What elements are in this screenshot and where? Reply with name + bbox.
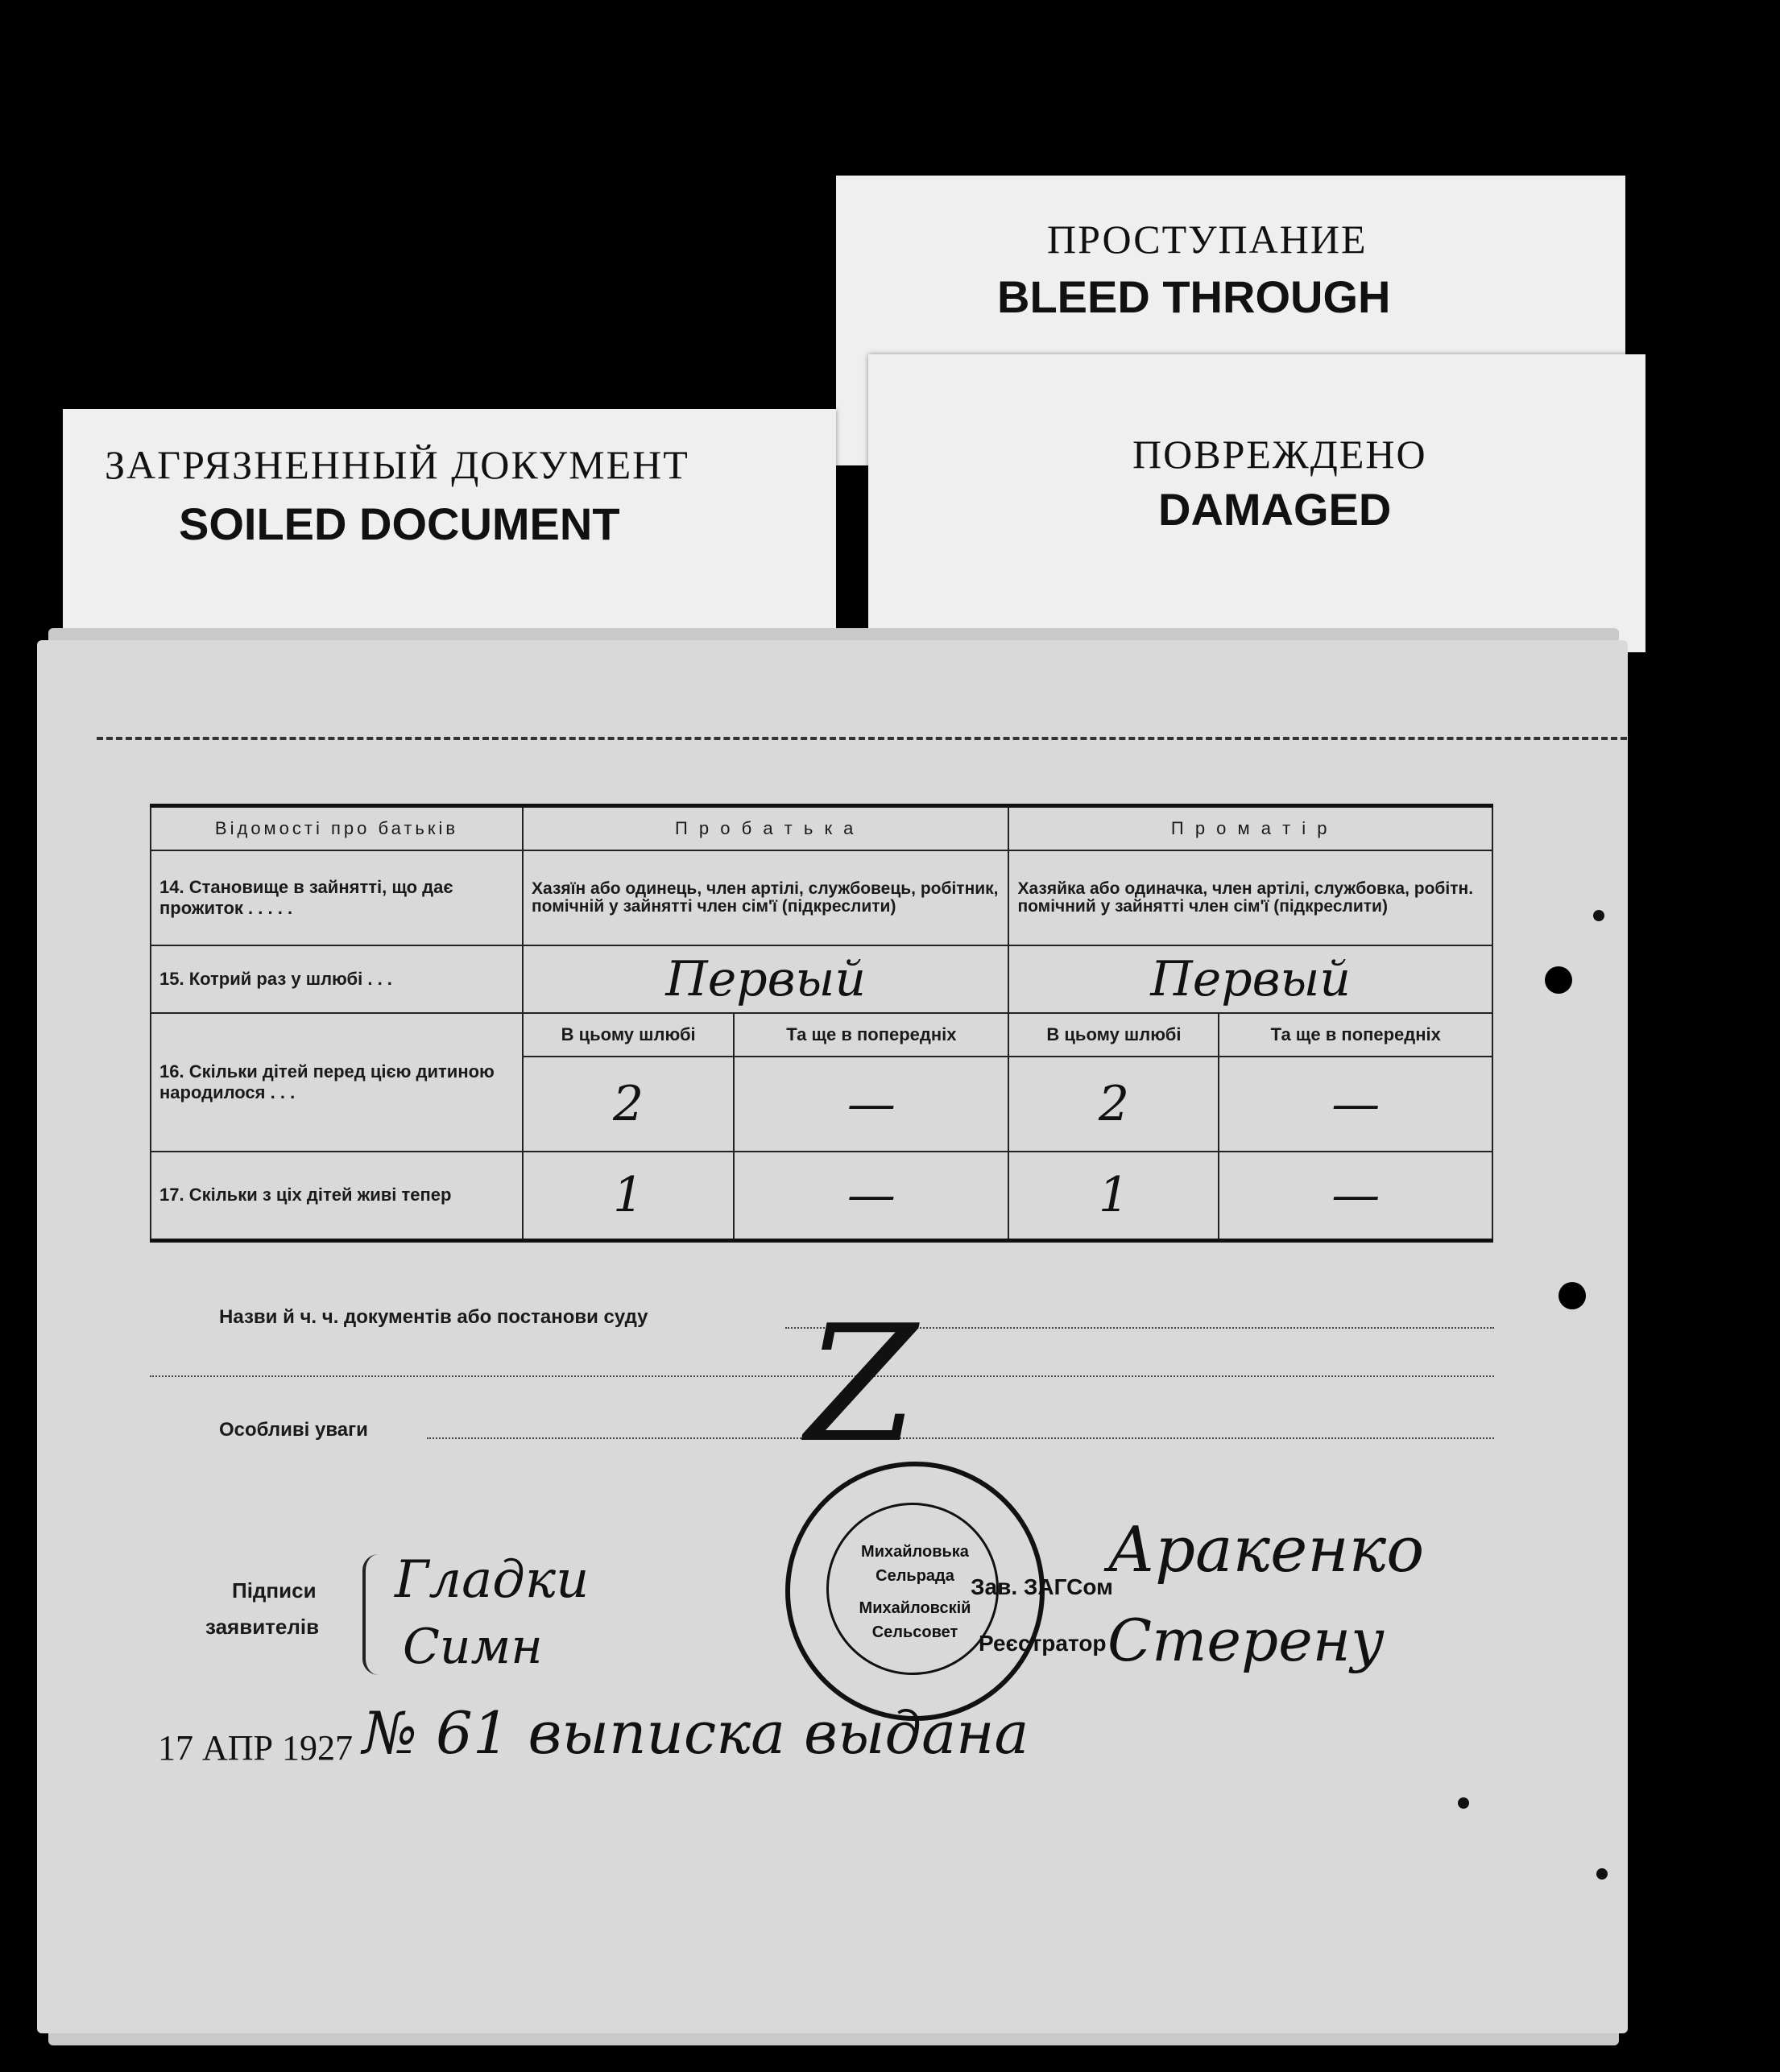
- stamp-line-4: Сельсовет: [871, 1623, 958, 1641]
- z-mark: Z: [805, 1291, 917, 1479]
- row14-mother: Хазяйка або одиначка, член артілі, службовка, робітн. помічний у зайнятті член сім'ї (підкреслити): [1008, 850, 1492, 945]
- subheader-d: Та ще в попередніх: [1219, 1013, 1492, 1057]
- dot-2: [1458, 1797, 1469, 1809]
- header-col1: Відомості про батьків: [151, 806, 523, 851]
- punch-hole-1: [1545, 966, 1572, 994]
- subheader-a: В цьому шлюбі: [523, 1013, 734, 1057]
- header-col3: П р о м а т і р: [1008, 806, 1492, 851]
- special-label: Особливі уваги: [219, 1419, 368, 1441]
- row17-value-3: 1: [1008, 1152, 1219, 1240]
- soiled-document-card: [63, 409, 836, 651]
- row14-father: Хазяїн або одинець, член артілі, службовець, робітник, помічній у зайнятті член сім'ї (підкреслити): [523, 850, 1008, 945]
- row16-value-1: 2: [523, 1057, 734, 1152]
- signatures-bracket: [362, 1554, 380, 1675]
- row16-value-4: —: [1219, 1057, 1492, 1152]
- row16-label: 16. Скільки дітей перед цією дитиною народилося . . .: [151, 1013, 523, 1152]
- date-stamp: 17 АПР 1927: [158, 1728, 354, 1768]
- damaged-ru-label: ПОВРЕЖДЕНО: [1132, 432, 1427, 477]
- parents-table: [150, 804, 1493, 1243]
- signature-2: Симн: [403, 1619, 543, 1675]
- signature-1: Гладки: [395, 1550, 590, 1610]
- subheader-c: В цьому шлюбі: [1008, 1013, 1219, 1057]
- head-signature: Аракенко: [1107, 1514, 1425, 1586]
- dot-3: [1596, 1868, 1608, 1880]
- damaged-card: [868, 354, 1645, 652]
- soiled-ru-label: ЗАГРЯЗНЕННЫЙ ДОКУМЕНТ: [105, 442, 689, 487]
- row15-label: 15. Котрий раз у шлюбі . . .: [151, 945, 523, 1013]
- stamp-line-2: Сельрада: [876, 1567, 954, 1585]
- head-label: Зав. ЗАГСом: [971, 1574, 1113, 1599]
- stamp-line-1: Михайловька: [861, 1543, 969, 1561]
- row17-label: 17. Скільки з ціх дітей живі тепер: [151, 1152, 523, 1240]
- bleed-ru-label: ПРОСТУПАНИЕ: [1047, 217, 1368, 262]
- dot-1: [1593, 910, 1604, 921]
- soiled-en-label: SOILED DOCUMENT: [179, 498, 620, 549]
- row16-value-3: 2: [1008, 1057, 1219, 1152]
- perforation-line: [97, 737, 1627, 740]
- issue-note: № 61 выписка выдана: [362, 1699, 1029, 1767]
- row16-value-2: —: [734, 1057, 1008, 1152]
- stamp-line-3: Михайловскій: [859, 1599, 971, 1617]
- signatures-label-1: Підписи: [232, 1578, 317, 1603]
- subheader-b: Та ще в попередніх: [734, 1013, 1008, 1057]
- registrar-signature: Стерену: [1107, 1607, 1385, 1674]
- row14-label: 14. Становище в зайнятті, що дає прожиток . . . . .: [151, 850, 523, 945]
- row17-value-1: 1: [523, 1152, 734, 1240]
- row15-father: Первый: [523, 945, 1008, 1013]
- header-col2: П р о б а т ь к а: [523, 806, 1008, 851]
- row15-mother: Первый: [1008, 945, 1492, 1013]
- bleed-en-label: BLEED THROUGH: [997, 271, 1391, 322]
- registrar-label: Реєстратор: [979, 1631, 1107, 1656]
- signatures-label-2: заявителів: [205, 1615, 320, 1639]
- special-line: [427, 1437, 1494, 1439]
- row17-value-4: —: [1219, 1152, 1492, 1240]
- damaged-en-label: DAMAGED: [1158, 484, 1392, 535]
- row17-value-2: —: [734, 1152, 1008, 1240]
- punch-hole-2: [1559, 1282, 1586, 1309]
- documents-label: Назви й ч. ч. документів або постанови суду: [219, 1306, 648, 1328]
